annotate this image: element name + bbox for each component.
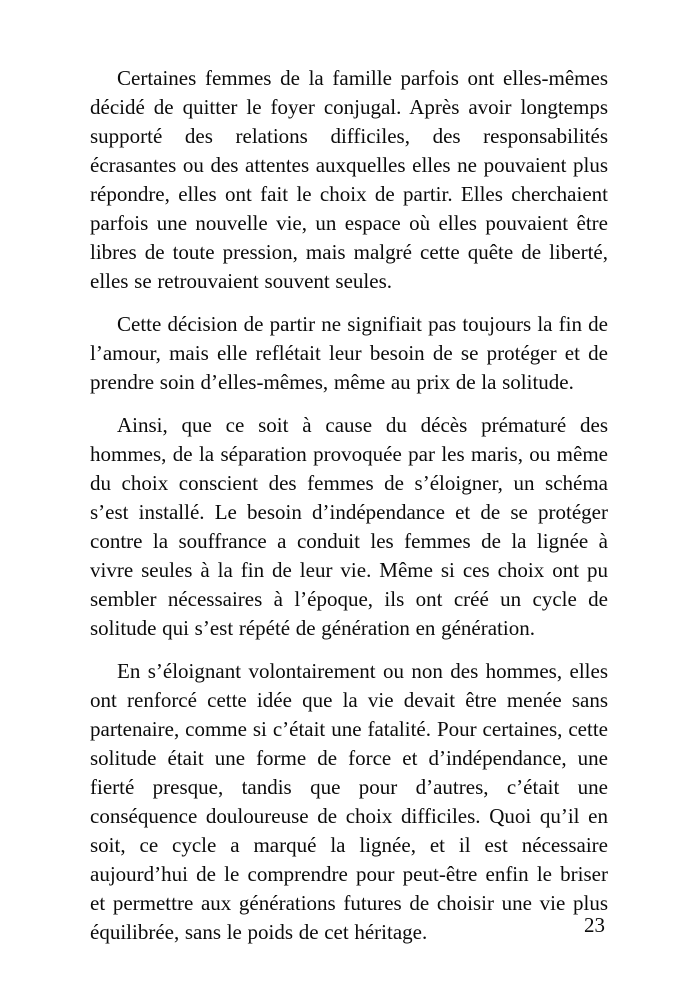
paragraph: En s’éloignant volontairement ou non des hommes, elles ont renforcé cette idée que la vie devait être menée sans partenaire, comme si c’était une fatalité. Pour certaines, cette solitude était une forme de force et d’indépendance, une fierté presque, tandis que pour d’autres, c’était une conséquence douloureuse de choix difficiles. Quoi qu’il en soit, ce cycle a marqué la lignée, et il est nécessaire aujourd’hui de le comprendre pour peut-être enfin le briser et permettre aux générations futures de choisir une vie plus équilibrée, sans le poids de cet héritage. — [90, 659, 608, 944]
paragraph: Certaines femmes de la famille parfois ont elles-mêmes décidé de quitter le foyer conjugal. Après avoir longtemps supporté des relations difficiles, des responsabilités écrasantes ou des attentes auxquelles elles ne pouvaient plus répondre, elles ont fait le choix de partir. Elles cherchaient parfois une nouvelle vie, un espace où elles pouvaient être libres de toute pression, mais malgré cette quête de liberté, elles se retrouvaient souvent seules. — [90, 66, 608, 293]
paragraph: Cette décision de partir ne signifiait pas toujours la fin de l’amour, mais elle reflétait leur besoin de se protéger et de prendre soin d’elles-mêmes, même au prix de la solitude. — [90, 312, 608, 394]
paragraph: Ainsi, que ce soit à cause du décès prématuré des hommes, de la séparation provoquée par les maris, ou même du choix conscient des femmes de s’éloigner, un schéma s’est installé. Le besoin d’indépendance et de se protéger contre la souffrance a conduit les femmes de la lignée à vivre seules à la fin de leur vie. Même si ces choix ont pu sembler nécessaires à l’époque, ils ont créé un cycle de solitude qui s’est répété de génération en génération. — [90, 413, 608, 640]
page-body-text — [90, 64, 608, 947]
page-number: 23 — [584, 913, 605, 937]
